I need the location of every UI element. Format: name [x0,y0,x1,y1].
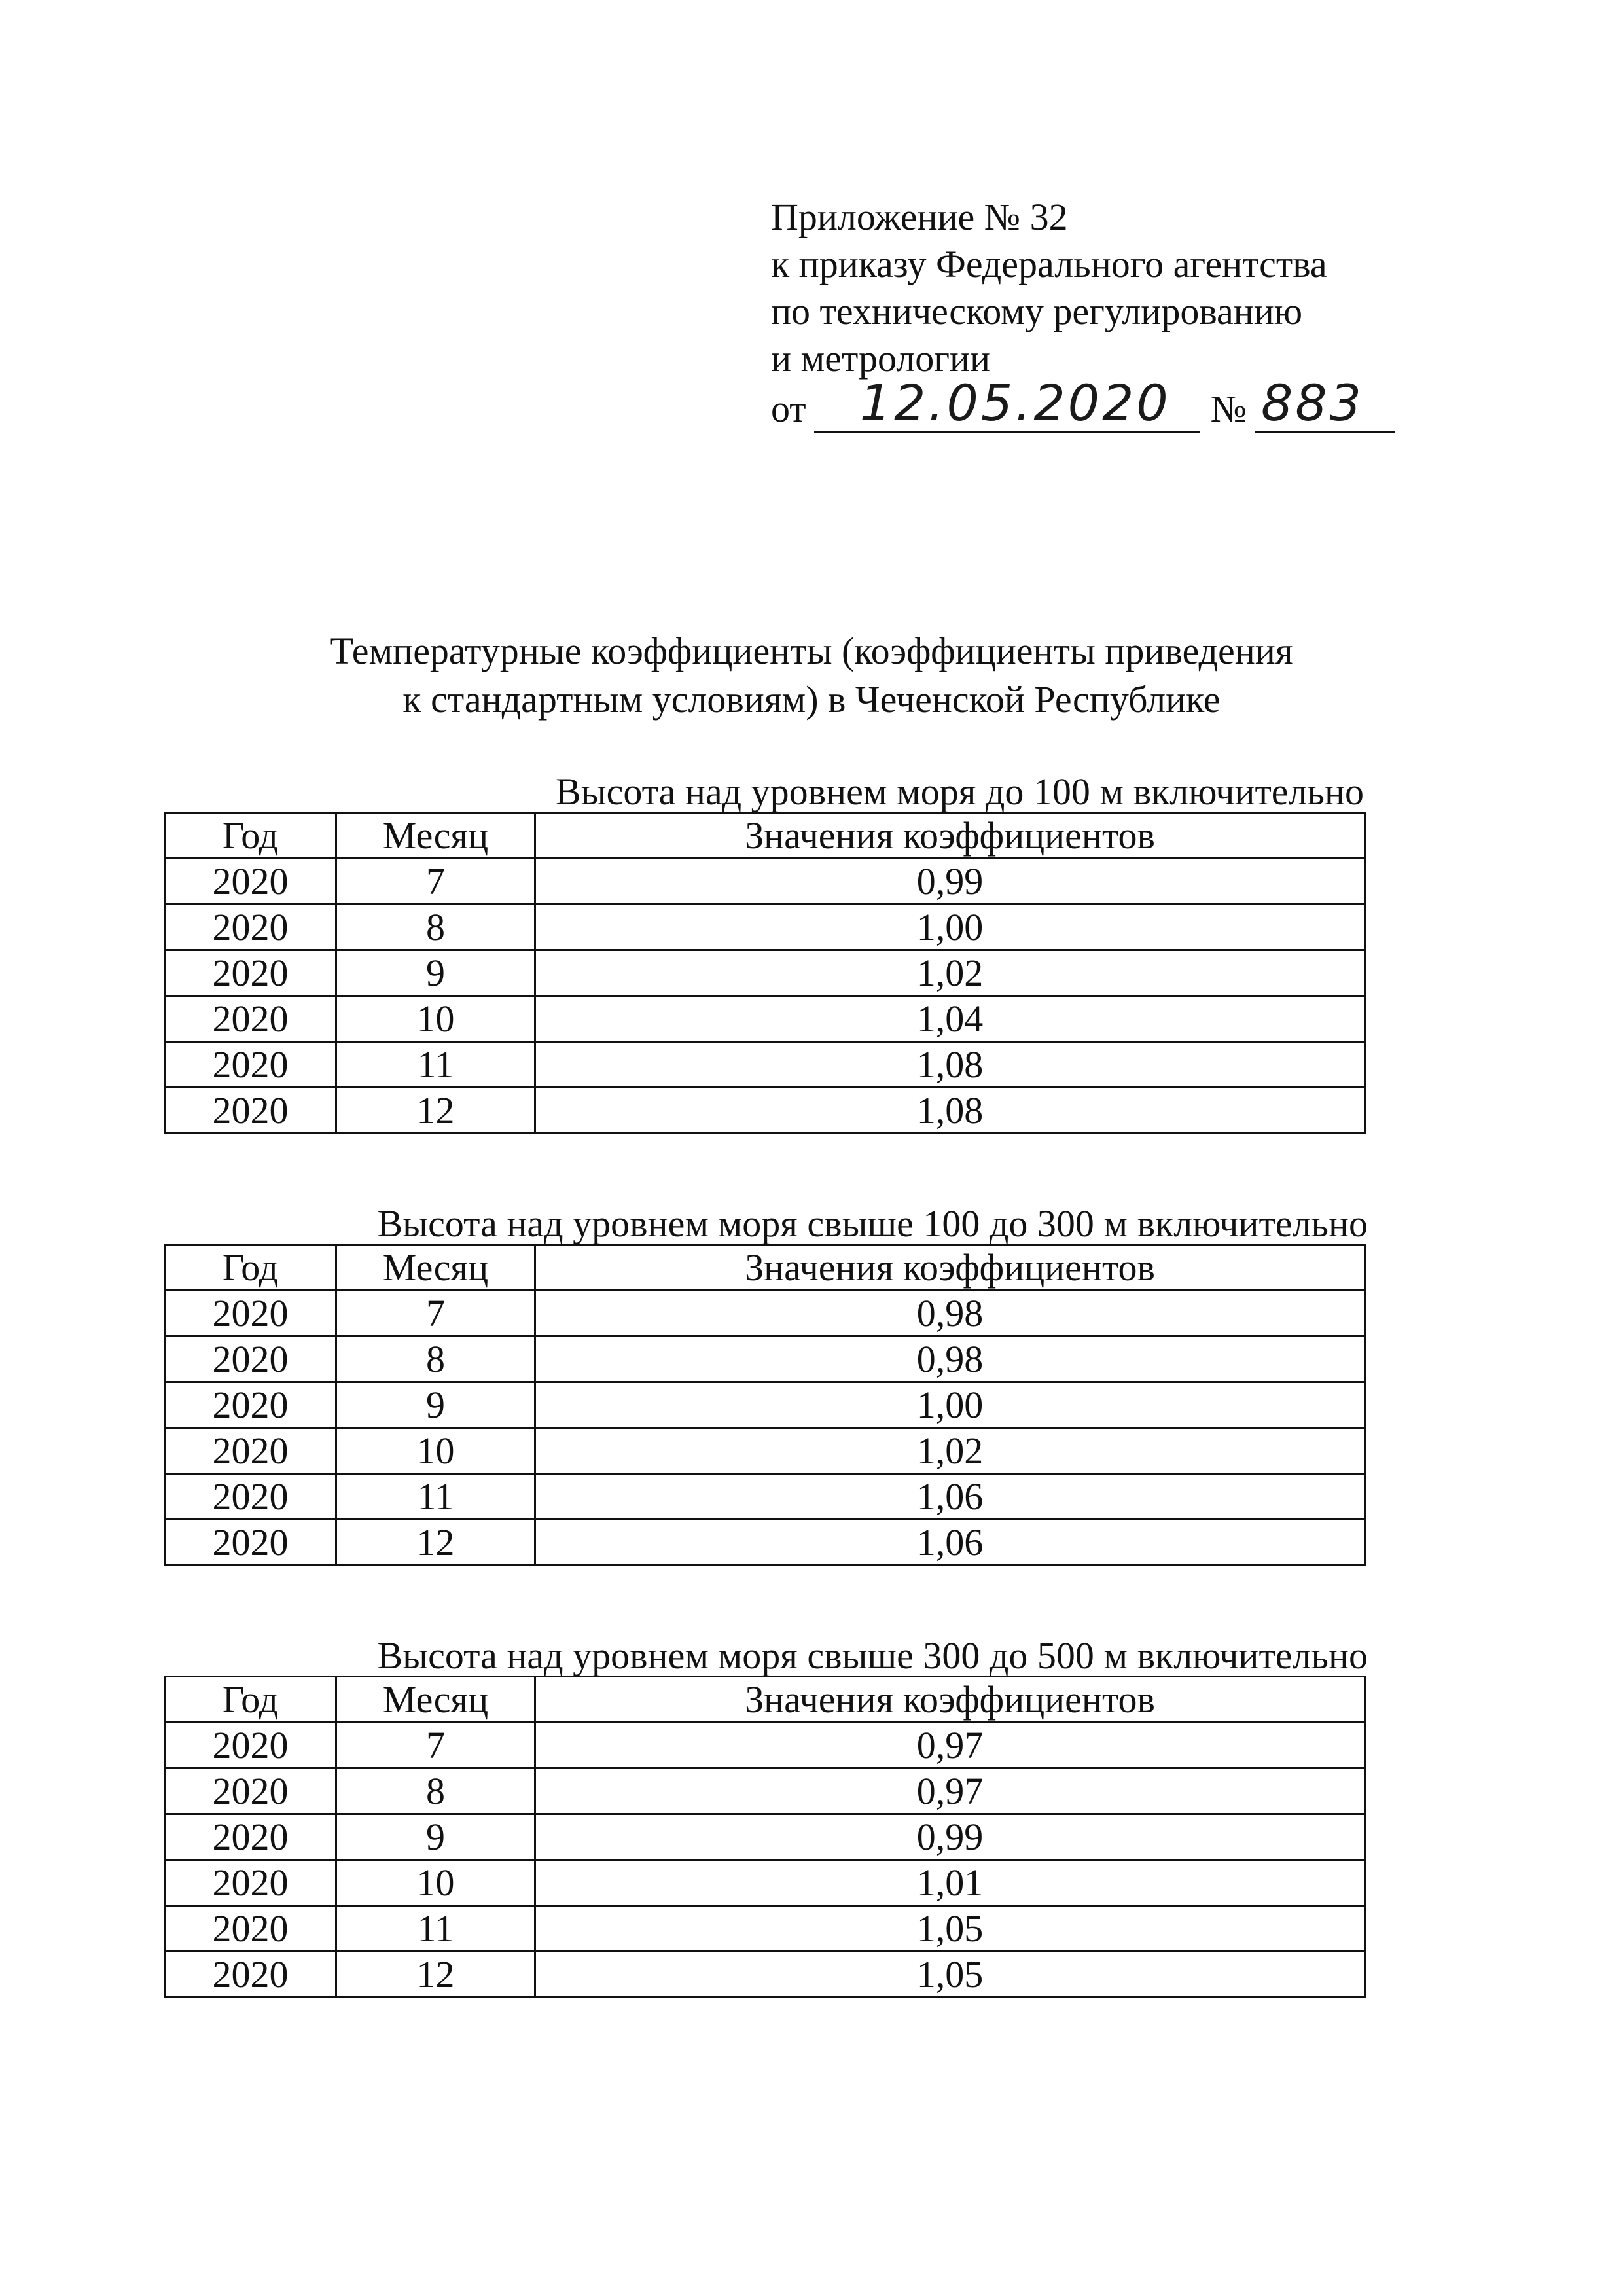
header-coefficient: Значения коэффициентов [535,813,1365,859]
cell-year: 2020 [165,1860,336,1906]
cell-month: 11 [336,1906,535,1952]
coefficient-table-1 [164,812,1366,1134]
table-row [165,1952,1365,1998]
cell-month: 7 [336,859,535,905]
header-month: Месяц [336,1245,535,1291]
cell-year: 2020 [165,1906,336,1952]
cell-coefficient: 1,02 [535,950,1365,996]
appendix-header [771,194,1395,433]
table-row [165,1723,1365,1768]
document-title [0,627,1623,724]
table-row [165,1474,1365,1520]
cell-coefficient: 0,98 [535,1291,1365,1336]
appendix-line-number: Приложение № 32 [771,196,1068,238]
table-row [165,859,1365,905]
table-row [165,1382,1365,1428]
cell-month: 12 [336,1952,535,1998]
cell-month: 9 [336,1814,535,1860]
cell-year: 2020 [165,859,336,905]
cell-month: 7 [336,1723,535,1768]
cell-month: 8 [336,905,535,950]
coefficient-table-3 [164,1676,1366,1998]
table-caption-altitude-1: Высота над уровнем моря до 100 м включительно [555,770,1364,813]
header-month: Месяц [336,813,535,859]
cell-coefficient: 1,06 [535,1520,1365,1566]
appendix-line-order: к приказу Федерального агентства [771,243,1327,285]
header-year: Год [165,1245,336,1291]
cell-month: 10 [336,996,535,1042]
cell-coefficient: 1,08 [535,1088,1365,1134]
table-row [165,1088,1365,1134]
cell-coefficient: 1,06 [535,1474,1365,1520]
cell-coefficient: 0,99 [535,1814,1365,1860]
cell-year: 2020 [165,1088,336,1134]
cell-coefficient: 1,04 [535,996,1365,1042]
cell-year: 2020 [165,1723,336,1768]
table-row [165,950,1365,996]
cell-year: 2020 [165,1336,336,1382]
cell-year: 2020 [165,950,336,996]
table-header-row [165,1677,1365,1723]
table-row [165,1768,1365,1814]
table-row [165,1042,1365,1088]
cell-month: 10 [336,1860,535,1906]
header-month: Месяц [336,1677,535,1723]
table-caption-altitude-2: Высота над уровнем моря свыше 100 до 300 м включительно [377,1202,1368,1245]
cell-year: 2020 [165,1814,336,1860]
cell-year: 2020 [165,905,336,950]
cell-coefficient: 0,97 [535,1768,1365,1814]
title-line-2: к стандартным условиям) в Чеченской Республике [402,678,1221,721]
handwritten-date: 12.05.2020 [859,374,1171,432]
handwritten-order-number: 883 [1260,374,1364,432]
cell-month: 8 [336,1768,535,1814]
coefficient-table-2 [164,1244,1366,1566]
appendix-line-metrology: и метрологии [771,337,991,380]
cell-year: 2020 [165,1520,336,1566]
cell-month: 11 [336,1042,535,1088]
cell-month: 12 [336,1088,535,1134]
cell-year: 2020 [165,1291,336,1336]
appendix-line-regulation: по техническому регулированию [771,290,1303,332]
cell-month: 8 [336,1336,535,1382]
table-row [165,1520,1365,1566]
table-row [165,1291,1365,1336]
cell-year: 2020 [165,1768,336,1814]
cell-coefficient: 1,01 [535,1860,1365,1906]
cell-coefficient: 1,05 [535,1952,1365,1998]
cell-month: 10 [336,1428,535,1474]
cell-month: 11 [336,1474,535,1520]
date-prefix: от [771,387,806,430]
cell-year: 2020 [165,1952,336,1998]
table-header-row [165,1245,1365,1291]
table-row [165,1860,1365,1906]
order-date-number-line [771,374,1395,433]
table-row [165,1814,1365,1860]
number-sign: № [1210,387,1247,430]
cell-coefficient: 1,00 [535,905,1365,950]
cell-month: 9 [336,950,535,996]
title-line-1: Температурные коэффициенты (коэффициенты приведения [330,630,1293,672]
table-row [165,1336,1365,1382]
table-row [165,905,1365,950]
cell-coefficient: 0,99 [535,859,1365,905]
cell-coefficient: 0,98 [535,1336,1365,1382]
table-caption-altitude-3: Высота над уровнем моря свыше 300 до 500 м включительно [377,1634,1368,1677]
header-year: Год [165,813,336,859]
cell-year: 2020 [165,1474,336,1520]
cell-coefficient: 1,08 [535,1042,1365,1088]
table-header-row [165,813,1365,859]
cell-coefficient: 1,05 [535,1906,1365,1952]
cell-month: 9 [336,1382,535,1428]
cell-month: 12 [336,1520,535,1566]
header-coefficient: Значения коэффициентов [535,1677,1365,1723]
date-blank [814,374,1200,433]
header-year: Год [165,1677,336,1723]
cell-year: 2020 [165,1382,336,1428]
cell-year: 2020 [165,1428,336,1474]
number-blank [1255,374,1395,433]
table-row [165,1428,1365,1474]
cell-coefficient: 1,00 [535,1382,1365,1428]
cell-year: 2020 [165,1042,336,1088]
cell-coefficient: 1,02 [535,1428,1365,1474]
header-coefficient: Значения коэффициентов [535,1245,1365,1291]
table-row [165,996,1365,1042]
cell-coefficient: 0,97 [535,1723,1365,1768]
table-row [165,1906,1365,1952]
cell-year: 2020 [165,996,336,1042]
cell-month: 7 [336,1291,535,1336]
